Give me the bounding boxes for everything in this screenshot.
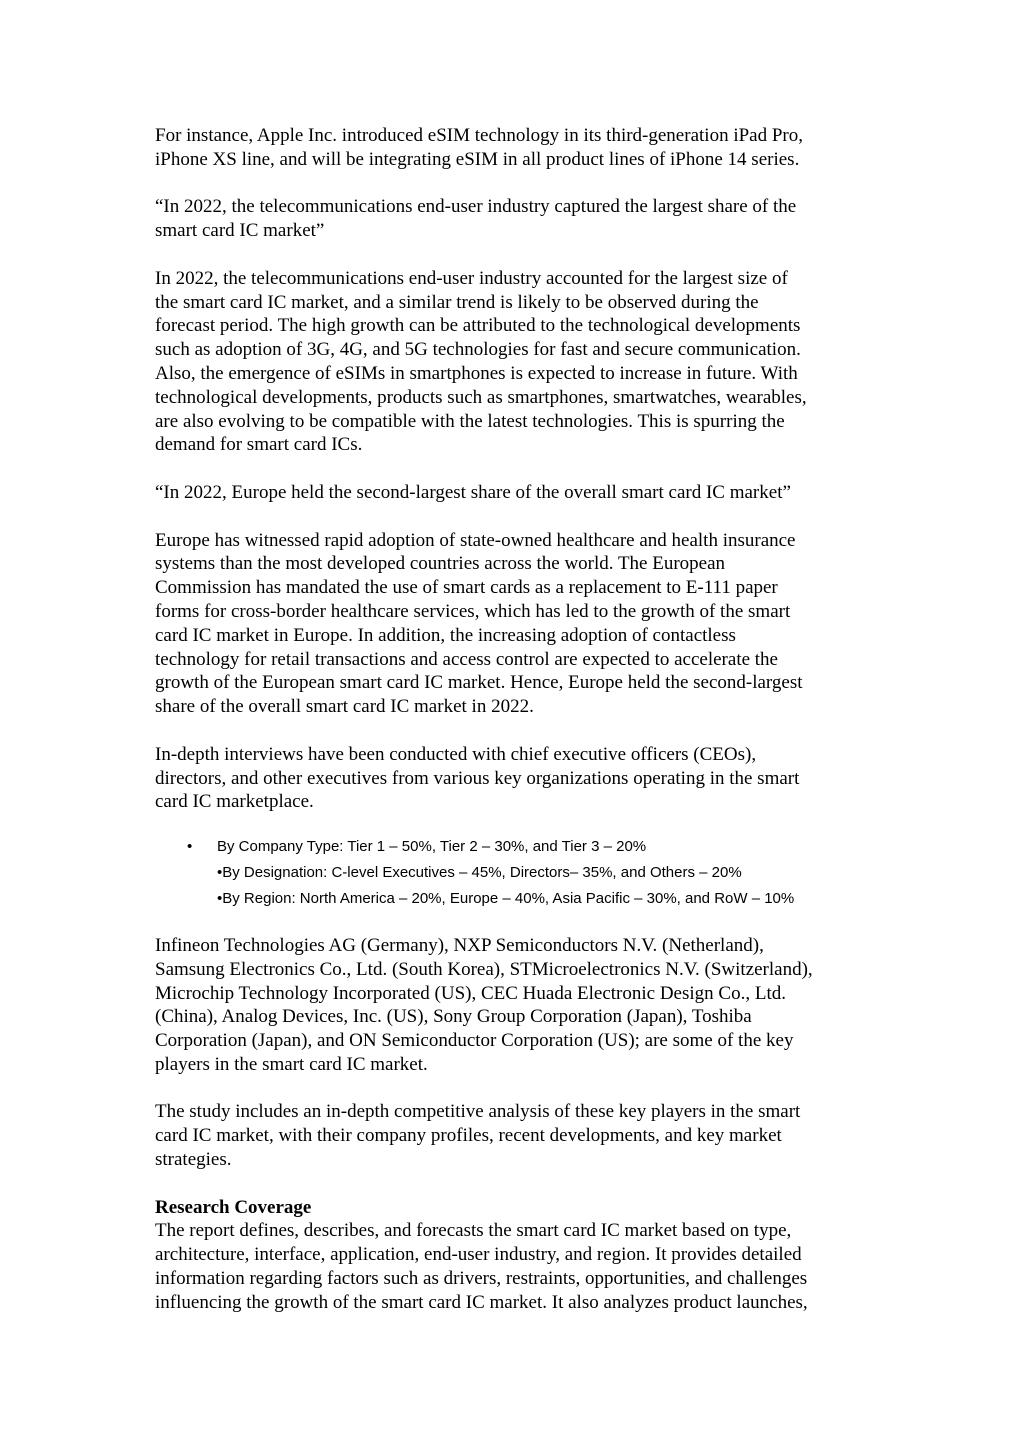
paragraph-interviews: In-depth interviews have been conducted with chief executive officers (CEOs), directors, and other executives from various key organizations operating in the smart card IC marketplace.: [155, 743, 800, 813]
list-item-text: •By Designation: C-level Executives – 45%, Directors– 35%, and Others – 20%: [217, 863, 742, 881]
paragraph-competitive-analysis: The study includes an in-depth competitive analysis of these key players in the smart card IC market, with their company profiles, recent developments, and key market strategies.: [155, 1101, 801, 1171]
paragraph-apple-esim: For instance, Apple Inc. introduced eSIM technology in its third-generation iPad Pro, iPhone XS line, and will be integrating eSIM in all product lines of iPhone 14 series.: [155, 125, 803, 170]
paragraph-telecom-industry: In 2022, the telecommunications end-user industry accounted for the largest size of the smart card IC market, and a similar trend is likely to be observed during the forecast period. The high growth can be attributed to the technological developments such as adoption of 3G, 4G, and 5G technologies for fast and secure communication. Also, the emergence of eSIMs in smartphones is expected to increase in future. With technological developments, products such as smartphones, smartwatches, wearables, are also evolving to be compatible with the latest technologies. This is spurring the demand for smart card ICs.: [155, 267, 807, 456]
paragraph-europe-market: Europe has witnessed rapid adoption of state-owned healthcare and health insurance systems than the most developed countries across the world. The European Commission has mandated the use of smart cards as a replacement to E-111 paper forms for cross-border healthcare services, which has led to the growth of the smart card IC market in Europe. In addition, the increasing adoption of contactless technology for retail transactions and access control are expected to accelerate the growth of the European smart card IC market. Hence, Europe held the second-largest share of the overall smart card IC market in 2022.: [155, 529, 803, 718]
list-item-region: [155, 886, 875, 912]
quote-telecom-largest-share: “In 2022, the telecommunications end-user industry captured the largest share of the smart card IC market”: [155, 196, 797, 242]
bullet-marker: •: [187, 837, 193, 855]
list-item-text: •By Region: North America – 20%, Europe – 40%, Asia Pacific – 30%, and RoW – 10%: [217, 889, 795, 907]
list-item-designation: [155, 860, 875, 886]
paragraph-research-coverage: The report defines, describes, and forecasts the smart card IC market based on type, architecture, interface, application, end-user industry, and region. It provides detailed information regarding factors such as drivers, restraints, opportunities, and challenges influencing the growth of the smart card IC market. It also analyzes product launches,: [155, 1220, 808, 1313]
heading-research-coverage: Research Coverage: [155, 1196, 312, 1218]
document-page: [155, 124, 875, 1338]
interview-breakdown-list: [155, 834, 875, 912]
list-item-text: By Company Type: Tier 1 – 50%, Tier 2 – 30%, and Tier 3 – 20%: [217, 837, 647, 855]
quote-europe-second-largest: “In 2022, Europe held the second-largest share of the overall smart card IC market”: [155, 481, 791, 503]
list-item-company-type: [155, 834, 875, 860]
paragraph-key-players: Infineon Technologies AG (Germany), NXP Semiconductors N.V. (Netherland), Samsung Electronics Co., Ltd. (South Korea), STMicroelectronics N.V. (Switzerland), Microchip Technology Incorporated (US), CEC Huada Electronic Design Co., Ltd. (China), Analog Devices, Inc. (US), Sony Group Corporation (Japan), Toshiba Corporation (Japan), and ON Semiconductor Corporation (US); are some of the key players in the smart card IC market.: [155, 934, 813, 1075]
